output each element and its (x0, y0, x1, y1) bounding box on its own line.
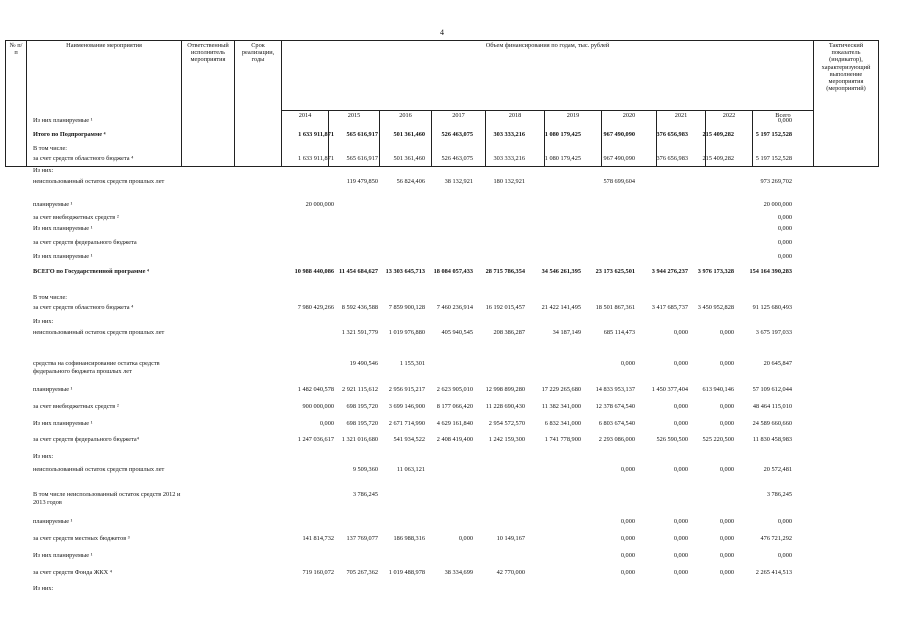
row-value: 3 786,245 (766, 491, 792, 498)
row-value: 21 422 141,495 (541, 304, 581, 311)
row-value: 0,000 (620, 360, 635, 367)
row-value: 20 645,847 (763, 360, 792, 367)
row-value: 18 084 057,433 (433, 268, 473, 275)
row-value: 967 490,090 (603, 155, 635, 162)
row-value: 0,000 (777, 214, 792, 221)
row-value: 0,000 (673, 329, 688, 336)
row-value: 0,000 (319, 420, 334, 427)
row-value: 1 019 488,978 (388, 569, 425, 576)
row-value: 6 803 674,540 (598, 420, 635, 427)
row-value: 0,000 (777, 225, 792, 232)
row-value: 215 409,282 (702, 155, 734, 162)
row-value: 0,000 (620, 569, 635, 576)
row-value: 526 463,075 (441, 131, 473, 138)
row-label: В том числе неиспользованный остаток средств 2012 и 2013 годов (33, 491, 181, 506)
row-label: Из них планируемые ¹ (33, 552, 93, 559)
row-value: 208 386,287 (493, 329, 525, 336)
header-year: 2021 (657, 111, 706, 167)
row-label: Из них: (33, 167, 54, 174)
row-value: 11 382 341,000 (541, 403, 581, 410)
header-num: № п/п (6, 41, 27, 167)
row-value: 38 132,921 (444, 178, 473, 185)
row-value: 42 770,000 (496, 569, 525, 576)
row-value: 0,000 (673, 535, 688, 542)
row-label: Из них: (33, 453, 54, 460)
row-value: 3 786,245 (352, 491, 378, 498)
row-value: 23 173 625,501 (595, 268, 635, 275)
row-label: В том числе: (33, 145, 68, 152)
header-year: 2019 (545, 111, 602, 167)
row-value: 11 063,121 (396, 466, 425, 473)
header-term: Срок реализации, годы (235, 41, 282, 167)
row-value: 0,000 (673, 552, 688, 559)
row-value: 0,000 (620, 535, 635, 542)
row-value: 28 715 786,354 (485, 268, 525, 275)
row-label: неиспользованный остаток средств прошлых лет (33, 466, 165, 473)
row-value: 7 980 429,266 (297, 304, 334, 311)
row-value: 0,000 (719, 329, 734, 336)
row-value: 13 303 645,713 (385, 268, 425, 275)
row-value: 3 699 146,900 (388, 403, 425, 410)
row-value: 3 450 952,828 (697, 304, 734, 311)
row-value: 405 940,545 (441, 329, 473, 336)
row-value: 4 629 161,840 (436, 420, 473, 427)
row-value: 376 656,983 (656, 155, 688, 162)
row-value: 1 080 179,425 (544, 155, 581, 162)
row-value: 2 408 419,400 (436, 436, 473, 443)
row-value: 19 490,546 (349, 360, 378, 367)
header-year: 2017 (432, 111, 486, 167)
row-value: 0,000 (620, 518, 635, 525)
row-value: 0,000 (673, 420, 688, 427)
row-value: 0,000 (719, 552, 734, 559)
row-value: 0,000 (777, 552, 792, 559)
row-value: 613 940,146 (702, 386, 734, 393)
row-value: 0,000 (719, 535, 734, 542)
header-executor: Ответственный исполнитель мероприятия (182, 41, 235, 167)
row-value: 12 998 899,280 (485, 386, 525, 393)
row-value: 20 572,481 (763, 466, 792, 473)
row-value: 541 934,522 (393, 436, 425, 443)
header-name: Наименование мероприятия (27, 41, 182, 167)
row-value: 303 333,216 (493, 131, 525, 138)
row-label: за счет средств областного бюджета ⁴ (33, 155, 134, 162)
row-value: 1 450 377,404 (651, 386, 688, 393)
row-value: 3 675 197,033 (755, 329, 792, 336)
row-label: неиспользованный остаток средств прошлых лет (33, 329, 165, 336)
row-value: 1 080 179,425 (544, 131, 581, 138)
row-value: 303 333,216 (493, 155, 525, 162)
row-value: 12 378 674,540 (595, 403, 635, 410)
row-value: 5 197 152,528 (755, 131, 792, 138)
row-label: за счет средств местных бюджетов ³ (33, 535, 130, 542)
row-value: 18 501 867,361 (595, 304, 635, 311)
row-value: 0,000 (719, 466, 734, 473)
row-value: 38 334,699 (444, 569, 473, 576)
row-label: Из них планируемые ¹ (33, 225, 93, 232)
row-value: 0,000 (673, 403, 688, 410)
row-value: 180 132,921 (493, 178, 525, 185)
row-label: за счет внебюджетных средств ² (33, 403, 119, 410)
row-value: 719 160,072 (302, 569, 334, 576)
row-value: 0,000 (719, 518, 734, 525)
header-year: Всего (753, 111, 814, 167)
row-value: 525 220,500 (702, 436, 734, 443)
row-label: Из них: (33, 318, 54, 325)
row-value: 119 479,850 (346, 178, 378, 185)
row-value: 2 956 915,217 (388, 386, 425, 393)
row-value: 2 954 572,570 (488, 420, 525, 427)
row-value: 215 409,282 (702, 131, 734, 138)
row-value: 565 616,917 (346, 131, 378, 138)
row-value: 48 464 115,010 (752, 403, 792, 410)
row-value: 5 197 152,528 (755, 155, 792, 162)
row-value: 565 616,917 (346, 155, 378, 162)
row-value: 34 187,149 (552, 329, 581, 336)
row-value: 9 509,360 (352, 466, 378, 473)
row-label: Из них планируемые ¹ (33, 420, 93, 427)
row-value: 685 114,473 (603, 329, 635, 336)
row-value: 0,000 (719, 420, 734, 427)
header-year: 2020 (602, 111, 657, 167)
row-value: 1 741 778,900 (544, 436, 581, 443)
row-value: 11 454 684,627 (338, 268, 378, 275)
row-value: 900 000,000 (302, 403, 334, 410)
header-year: 2014 (282, 111, 329, 167)
row-value: 0,000 (458, 535, 473, 542)
row-value: 1 242 159,300 (488, 436, 525, 443)
row-value: 705 267,362 (346, 569, 378, 576)
row-label: за счет средств федерального бюджета⁴ (33, 436, 139, 443)
row-value: 34 546 261,395 (541, 268, 581, 275)
row-value: 10 149,167 (496, 535, 525, 542)
row-value: 2 671 714,990 (388, 420, 425, 427)
row-value: 0,000 (673, 569, 688, 576)
row-value: 0,000 (719, 360, 734, 367)
row-value: 8 592 436,588 (341, 304, 378, 311)
row-value: 1 633 911,871 (298, 155, 334, 162)
row-value: 20 000,000 (305, 201, 334, 208)
row-value: 476 721,292 (760, 535, 792, 542)
row-value: 0,000 (719, 569, 734, 576)
row-value: 0,000 (777, 117, 792, 124)
header-year: 2022 (706, 111, 753, 167)
row-value: 0,000 (620, 466, 635, 473)
row-value: 8 177 066,420 (436, 403, 473, 410)
row-label: Из них планируемые ¹ (33, 253, 93, 260)
row-value: 3 417 685,737 (651, 304, 688, 311)
row-value: 526 590,500 (656, 436, 688, 443)
row-value: 1 321 016,680 (341, 436, 378, 443)
row-label: за счет средств Фонда ЖКХ ⁴ (33, 569, 112, 576)
row-value: 2 623 905,010 (436, 386, 473, 393)
row-value: 11 228 690,430 (485, 403, 525, 410)
row-value: 0,000 (777, 239, 792, 246)
row-label: планируемые ¹ (33, 201, 73, 208)
row-value: 14 833 953,137 (595, 386, 635, 393)
row-value: 20 000,000 (763, 201, 792, 208)
header-year: 2015 (329, 111, 380, 167)
row-value: 376 656,983 (656, 131, 688, 138)
row-label: за счет средств областного бюджета ⁴ (33, 304, 134, 311)
row-value: 141 814,732 (302, 535, 334, 542)
row-value: 1 321 591,779 (341, 329, 378, 336)
row-value: 698 195,720 (346, 403, 378, 410)
row-value: 6 832 341,000 (544, 420, 581, 427)
row-value: 0,000 (777, 253, 792, 260)
row-label: В том числе: (33, 294, 68, 301)
row-value: 0,000 (777, 518, 792, 525)
row-value: 2 921 115,612 (342, 386, 378, 393)
row-label: ВСЕГО по Государственной программе ⁴ (33, 268, 149, 275)
row-value: 24 589 660,660 (752, 420, 792, 427)
row-label: планируемые ¹ (33, 518, 73, 525)
page-mark: 4 (440, 28, 444, 37)
row-value: 186 988,316 (393, 535, 425, 542)
row-label: Из них: (33, 585, 54, 592)
row-value: 57 109 612,044 (752, 386, 792, 393)
row-value: 3 944 276,237 (651, 268, 688, 275)
row-value: 91 125 680,493 (752, 304, 792, 311)
row-value: 7 859 900,128 (388, 304, 425, 311)
row-label: Из них планируемые ¹ (33, 117, 93, 124)
row-label: за счет внебюджетных средств ² (33, 214, 119, 221)
row-label: Итого по Подпрограмме ⁴ (33, 131, 106, 138)
row-value: 0,000 (673, 466, 688, 473)
header-year: 2016 (380, 111, 432, 167)
row-value: 7 460 236,914 (436, 304, 473, 311)
row-value: 10 988 440,086 (294, 268, 334, 275)
row-value: 3 976 173,328 (697, 268, 734, 275)
row-value: 154 164 390,283 (749, 268, 792, 275)
row-label: неиспользованный остаток средств прошлых лет (33, 178, 165, 185)
row-label: средства на софинансирование остатка средств федерального бюджета прошлых лет (33, 360, 160, 375)
row-value: 1 482 040,578 (297, 386, 334, 393)
row-value: 0,000 (620, 552, 635, 559)
row-value: 973 269,702 (760, 178, 792, 185)
row-value: 56 824,406 (396, 178, 425, 185)
row-value: 1 247 036,617 (297, 436, 334, 443)
row-value: 526 463,075 (441, 155, 473, 162)
row-value: 501 361,460 (393, 131, 425, 138)
row-value: 17 229 265,680 (541, 386, 581, 393)
row-label: за счет средств федерального бюджета (33, 239, 137, 246)
row-label: планируемые ¹ (33, 386, 73, 393)
row-value: 16 192 015,457 (485, 304, 525, 311)
row-value: 0,000 (673, 360, 688, 367)
row-value: 1 155,301 (399, 360, 425, 367)
row-value: 501 361,460 (393, 155, 425, 162)
row-value: 0,000 (719, 403, 734, 410)
row-value: 698 195,720 (346, 420, 378, 427)
row-value: 2 293 086,000 (598, 436, 635, 443)
header-year: 2018 (486, 111, 545, 167)
row-value: 2 265 414,513 (755, 569, 792, 576)
row-value: 137 769,077 (346, 535, 378, 542)
row-value: 1 019 976,880 (388, 329, 425, 336)
row-value: 1 633 911,871 (298, 131, 334, 138)
header-indicator: Тактический показатель (индикатор), характеризующий выполнение мероприятия (мероприятий) (814, 41, 879, 167)
row-value: 967 490,090 (603, 131, 635, 138)
row-value: 578 699,604 (603, 178, 635, 185)
row-value: 0,000 (673, 518, 688, 525)
header-funding: Объем финансирования по годам, тыс. рублей (282, 41, 814, 111)
row-value: 11 830 458,983 (752, 436, 792, 443)
